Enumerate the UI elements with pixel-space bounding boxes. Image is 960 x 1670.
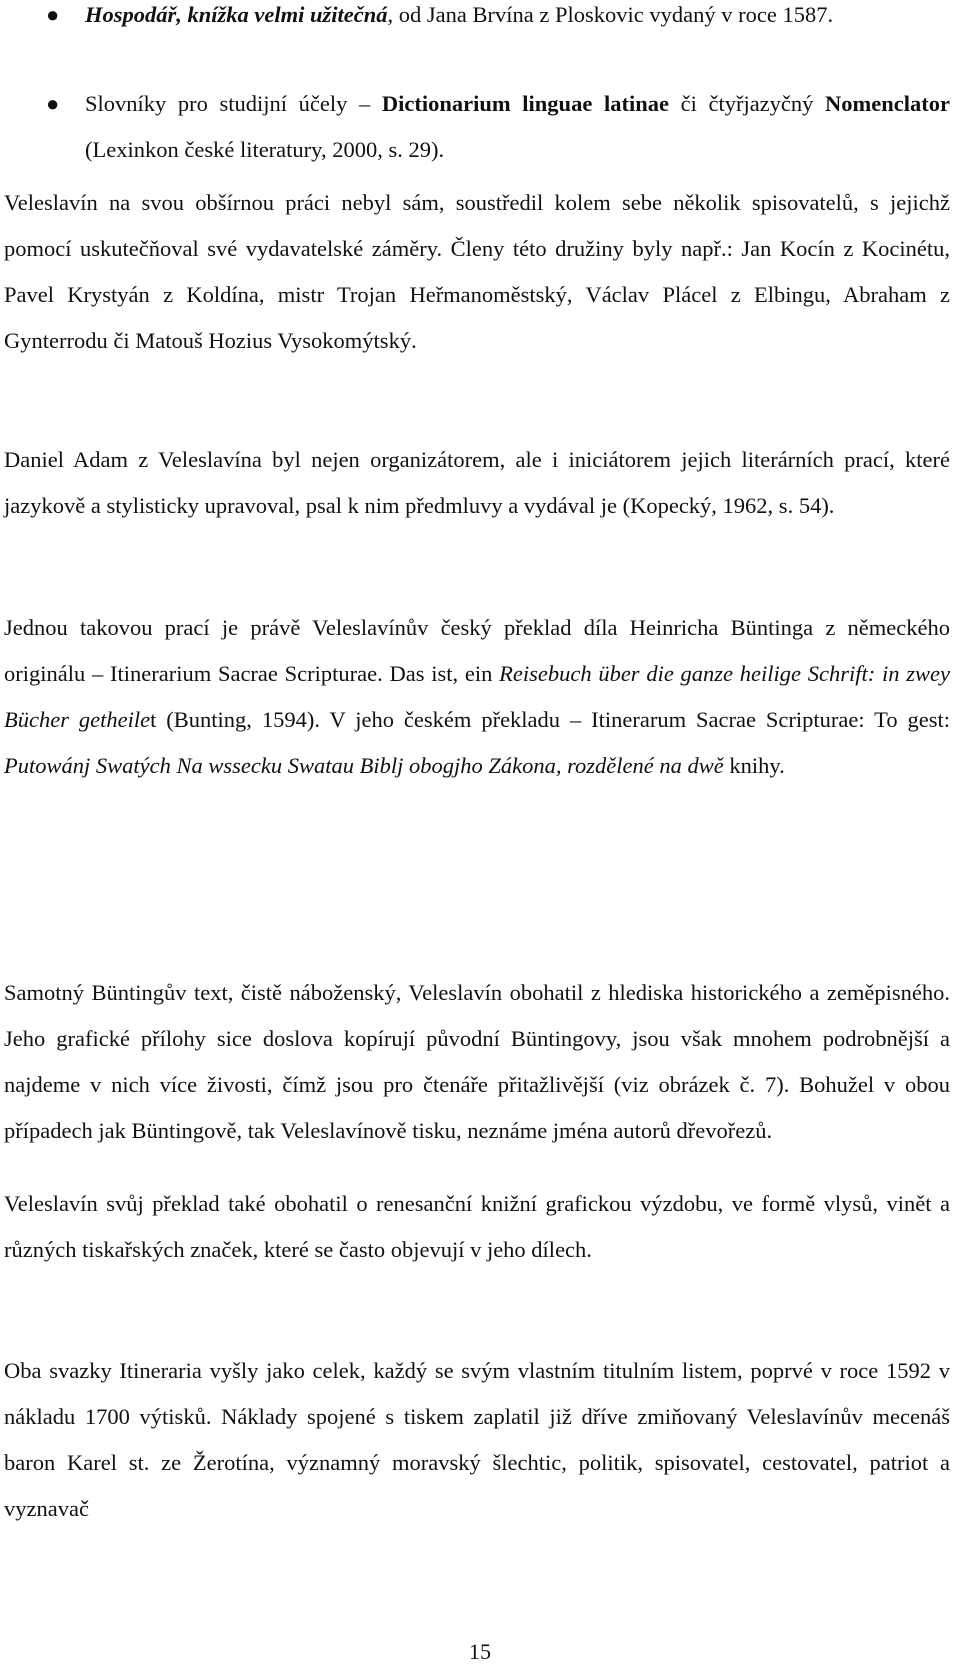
bullet-item-slovniky (46, 81, 951, 173)
bullet-text: či čtyřjazyčný (668, 91, 826, 116)
bullet-dot-icon: ● (46, 2, 60, 27)
paragraph-text: knihy. (723, 753, 785, 778)
paragraph-3 (4, 605, 950, 789)
czech-title: Putowánj Swatých Na wssecku Swatau Biblj obogjho Zákona, rozdělené na dwě (4, 753, 724, 778)
paragraph-6: Oba svazky Itineraria vyšly jako celek, každý se svým vlastním titulním listem, poprvé v roce 1592 v nákladu 1700 výtisků. Náklady spojené s tiskem zaplatil již dříve zmiňovaný Veleslavínův mecenáš baron Karel st. ze Žerotína, významný moravský šlechtic, politik, spisovatel, cestovatel, patriot a vyznavač (4, 1358, 950, 1521)
bullet-item-hospodar (46, 0, 950, 38)
paragraph-4: Samotný Büntingův text, čistě náboženský, Veleslavín obohatil z hlediska historického a zeměpisného. Jeho grafické přílohy sice doslova kopírují původní Büntingovy, jsou však mnohem podrobnější a najdeme v nich více živosti, čímž jsou pro čtenáře přitažlivější (viz obrázek č. 7). Bohužel v obou případech jak Büntingově, tak Veleslavínově tisku, neznáme jména autorů dřevořezů. (4, 980, 950, 1143)
bullet-dot-icon: ● (46, 91, 60, 116)
dictionary-title: Dictionarium linguae latinae (381, 91, 669, 116)
german-title: Reisebuch über die ganze heilige Schrift: in zwey Bücher getheile (4, 661, 951, 732)
bullet-text: (Lexinkon české literatury, 2000, s. 29). (85, 137, 445, 162)
paragraph-2: Daniel Adam z Veleslavína byl nejen organizátorem, ale i iniciátorem jejich literárních prací, které jazykově a stylisticky upravoval, psal k nim předmluvy a vydával je (Kopecký, 1962, s. 54). (4, 447, 950, 518)
paragraph-text: Jednou takovou prací je právě Veleslavínův český překlad díla Heinricha Büntinga z německého originálu – Itinerarium Sacrae Scripturae. Das ist, ein (4, 615, 950, 686)
paragraph-1: Veleslavín na svou obšírnou práci nebyl sám, soustředil kolem sebe několik spisovatelů, s jejichž pomocí uskutečňoval své vydavatelské záměry. Členy této družiny byly např.: Jan Kocín z Kocinétu, Pavel Krystyán z Koldína, mistr Trojan Heřmanoměstský, Václav Plácel z Elbingu, Abraham z Gynterrodu či Matouš Hozius Vysokomýtský. (4, 190, 950, 353)
paragraph-5: Veleslavín svůj překlad také obohatil o renesanční knižní grafickou výzdobu, ve formě vlysů, vinět a různých tiskařských značek, které se často objevují v jeho dílech. (4, 1191, 950, 1262)
bullet-text: Slovníky pro studijní účely – (85, 91, 382, 116)
book-title: Hospodář, knížka velmi užitečná (85, 2, 388, 27)
nomenclator-title: Nomenclator (825, 91, 951, 116)
page-number: 15 (469, 1639, 491, 1664)
bullet-text: , od Jana Brvína z Ploskovic vydaný v roce 1587. (387, 2, 834, 27)
paragraph-text: t (Bunting, 1594). V jeho českém překladu – Itinerarum Sacrae Scripturae: To gest: (150, 707, 950, 732)
